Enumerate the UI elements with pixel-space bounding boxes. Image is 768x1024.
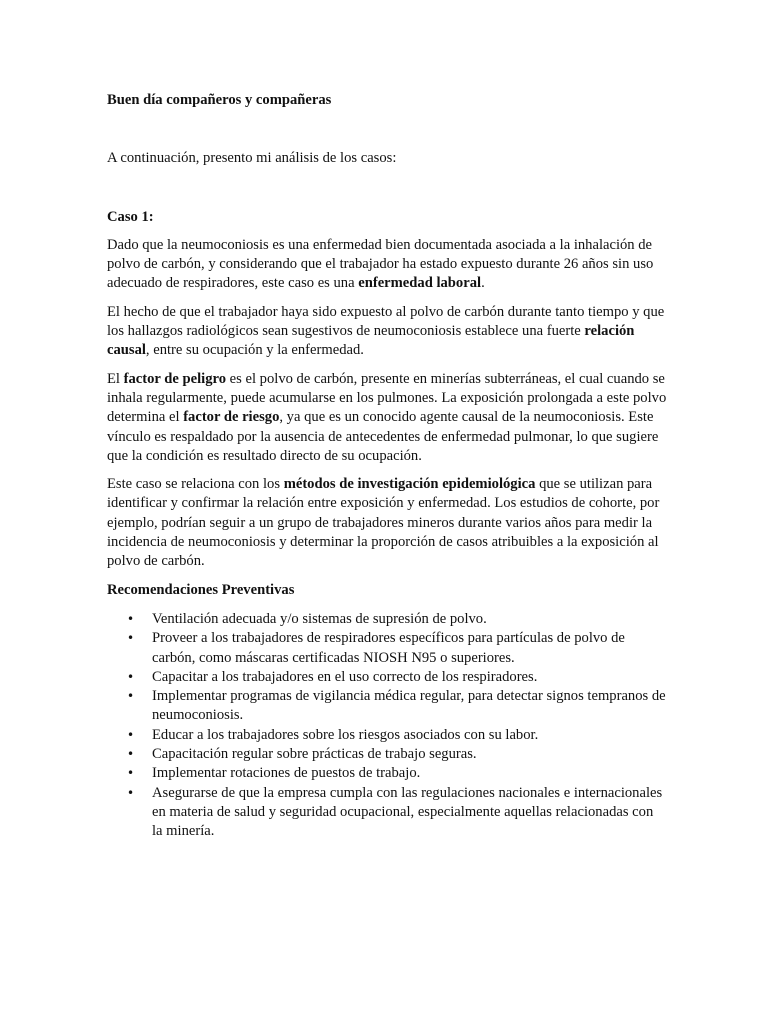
bold-term: factor de riesgo (183, 409, 280, 426)
list-item-text: Capacitar a los trabajadores en el uso correcto de los respiradores. (152, 668, 538, 685)
paragraph-text: , entre su ocupación y la enfermedad. (145, 342, 364, 359)
paragraph-causal-relation (107, 303, 667, 361)
list-item-text: Ventilación adecuada y/o sistemas de supresión de polvo. (152, 610, 487, 627)
bullet-icon: • (127, 669, 135, 684)
bullet-icon: • (127, 631, 135, 646)
list-item-text: Asegurarse de que la empresa cumpla con las regulaciones nacionales e internacionales en materia de salud y seguridad ocupacional, especialmente aquellas relacionadas con la minería. (152, 784, 663, 840)
list-item (107, 629, 667, 668)
list-item-text: Proveer a los trabajadores de respiradores específicos para partículas de polvo de carbón, como máscaras certificadas NIOSH N95 o superiores. (152, 630, 625, 666)
list-item (107, 610, 667, 629)
document-body (107, 91, 667, 842)
paragraph-diagnosis (107, 236, 667, 294)
list-item (107, 668, 667, 687)
list-item-text: Educar a los trabajadores sobre los riesgos asociados con su labor. (152, 726, 539, 743)
bullet-icon: • (127, 689, 135, 704)
bullet-icon: • (127, 747, 135, 762)
bullet-icon: • (127, 785, 135, 800)
recommendations-list (107, 610, 667, 842)
paragraph-text: Dado que la neumoconiosis es una enfermedad bien documentada asociada a la inhalación de polvo de carbón, y considerando que el trabajador ha estado expuesto durante 26 años sin uso adecuado de respiradores, este caso es una (107, 236, 654, 292)
recommendations-heading: Recomendaciones Preventivas (107, 581, 295, 598)
list-item (107, 726, 667, 745)
bullet-icon: • (127, 727, 135, 742)
paragraph-text: Este caso se relaciona con los (107, 476, 284, 493)
list-item (107, 687, 667, 726)
paragraph-text: . (481, 275, 485, 292)
paragraph-text: El hecho de que el trabajador haya sido expuesto al polvo de carbón durante tanto tiempo y que los hallazgos radiológicos sean sugestivos de neumoconiosis establece una fuerte (107, 303, 665, 340)
paragraph-text: es el polvo de carbón, presente en minerías subterráneas, el cual cuando se inhala regularmente, puede acumularse en los pulmones. La exposición prolongada a este polvo determina el (107, 370, 667, 426)
paragraph-text: que se utilizan para identificar y confirmar la relación entre exposición y enfermedad. Los estudios de cohorte, por ejemplo, podrían seguir a un grupo de trabajadores mineros durante varios años para medir la incidencia de neumoconiosis y determinar la proporción de casos atribuibles a la exposición al polvo de carbón. (107, 476, 660, 570)
list-item-text: Implementar programas de vigilancia médica regular, para detectar signos tempranos de neumoconiosis. (152, 688, 666, 724)
greeting-heading: Buen día compañeros y compañeras (107, 92, 332, 108)
list-item-text: Capacitación regular sobre prácticas de trabajo seguras. (152, 746, 477, 763)
list-item (107, 764, 667, 783)
list-item (107, 784, 667, 842)
paragraph-text: El (107, 370, 124, 387)
paragraph-text: , ya que es un conocido agente causal de la neumoconiosis. Este vínculo es respaldado por la ausencia de antecedentes de enfermedad pulmonar, lo que sugiere que la condición es resultado directo de su ocupación. (107, 409, 659, 464)
paragraph-epidemiology (107, 475, 667, 571)
list-item-text: Implementar rotaciones de puestos de trabajo. (152, 765, 421, 782)
list-item (107, 745, 667, 764)
bullet-icon: • (127, 766, 135, 781)
bullet-icon: • (127, 611, 135, 626)
bold-term: factor de peligro (123, 370, 227, 387)
bold-term: métodos de investigación epidemiológica (283, 476, 536, 493)
paragraph-hazard-risk (107, 370, 667, 466)
bold-term: enfermedad laboral (358, 275, 482, 292)
case-title: Caso 1: (107, 208, 154, 225)
bold-term: relación causal (107, 323, 635, 359)
intro-paragraph: A continuación, presento mi análisis de los casos: (107, 150, 397, 167)
